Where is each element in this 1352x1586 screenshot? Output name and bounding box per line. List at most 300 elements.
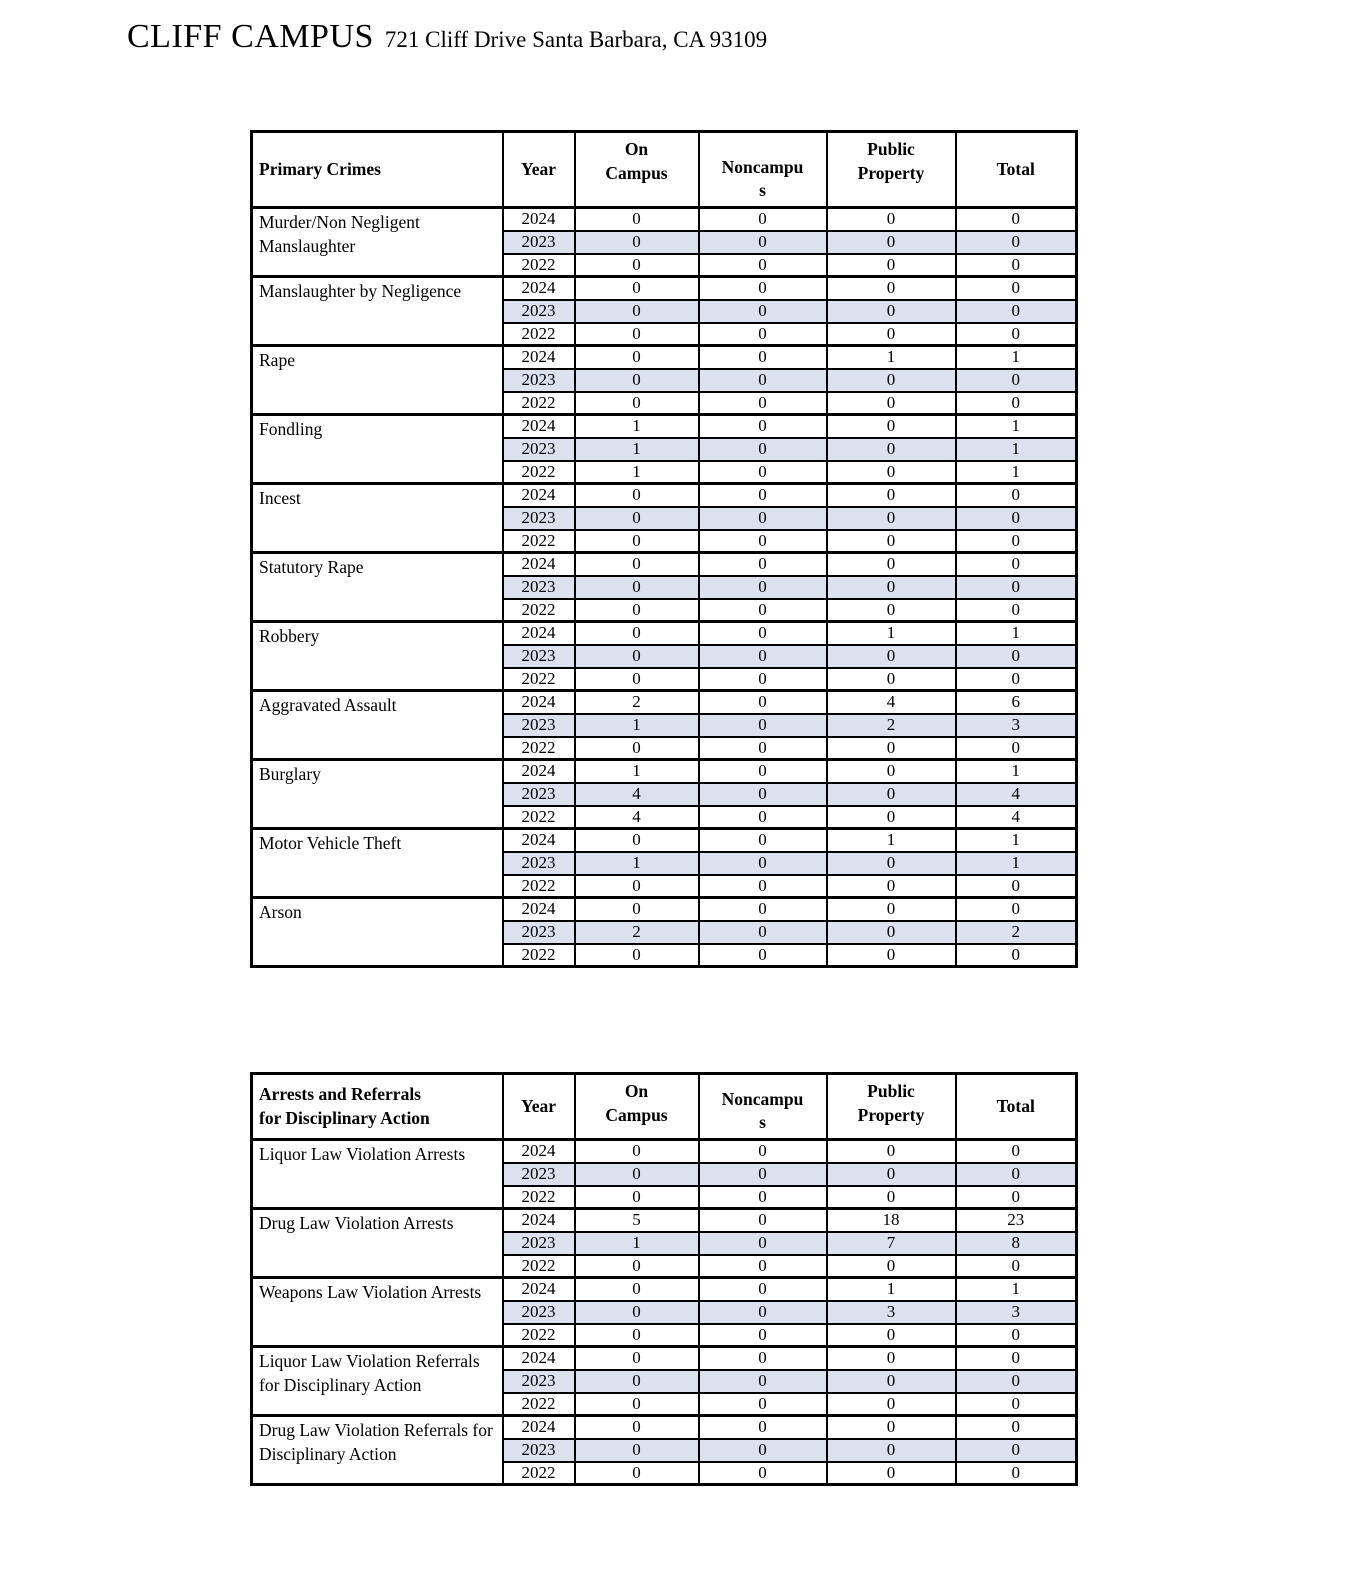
value-cell: 0 bbox=[827, 576, 956, 599]
value-cell: 0 bbox=[575, 944, 699, 967]
value-cell: 5 bbox=[575, 1209, 699, 1232]
value-cell: 3 bbox=[956, 1301, 1077, 1324]
year-cell: 2022 bbox=[503, 461, 575, 484]
value-cell: 0 bbox=[827, 806, 956, 829]
value-cell: 0 bbox=[575, 1163, 699, 1186]
value-cell: 0 bbox=[575, 484, 699, 507]
year-cell: 2023 bbox=[503, 438, 575, 461]
value-cell: 0 bbox=[956, 507, 1077, 530]
value-cell: 0 bbox=[699, 599, 827, 622]
value-cell: 0 bbox=[699, 1439, 827, 1462]
year-cell: 2022 bbox=[503, 530, 575, 553]
year-cell: 2024 bbox=[503, 1347, 575, 1370]
value-cell: 0 bbox=[575, 622, 699, 645]
on-campus-header-label: On Campus bbox=[605, 1081, 668, 1125]
table-row bbox=[252, 898, 1077, 921]
value-cell: 0 bbox=[575, 1462, 699, 1485]
value-cell: 1 bbox=[575, 760, 699, 783]
value-cell: 0 bbox=[956, 1324, 1077, 1347]
campus-address: 721 Cliff Drive Santa Barbara, CA 93109 bbox=[384, 27, 768, 52]
value-cell: 0 bbox=[699, 921, 827, 944]
value-cell: 0 bbox=[699, 645, 827, 668]
year-cell: 2023 bbox=[503, 300, 575, 323]
value-cell: 0 bbox=[699, 1232, 827, 1255]
value-cell: 0 bbox=[956, 1462, 1077, 1485]
public-property-header bbox=[827, 132, 956, 208]
category-header bbox=[252, 1074, 503, 1140]
year-cell: 2024 bbox=[503, 1209, 575, 1232]
category-cell: Burglary bbox=[252, 760, 503, 829]
value-cell: 0 bbox=[575, 277, 699, 300]
year-cell: 2023 bbox=[503, 645, 575, 668]
value-cell: 0 bbox=[575, 875, 699, 898]
table-row bbox=[252, 1140, 1077, 1163]
value-cell: 0 bbox=[699, 1462, 827, 1485]
year-cell: 2024 bbox=[503, 208, 575, 231]
year-cell: 2024 bbox=[503, 760, 575, 783]
value-cell: 1 bbox=[575, 714, 699, 737]
value-cell: 2 bbox=[956, 921, 1077, 944]
value-cell: 0 bbox=[827, 875, 956, 898]
table-row bbox=[252, 760, 1077, 783]
value-cell: 2 bbox=[575, 921, 699, 944]
value-cell: 0 bbox=[827, 415, 956, 438]
year-cell: 2023 bbox=[503, 714, 575, 737]
year-cell: 2023 bbox=[503, 921, 575, 944]
value-cell: 0 bbox=[575, 737, 699, 760]
value-cell: 23 bbox=[956, 1209, 1077, 1232]
year-cell: 2022 bbox=[503, 737, 575, 760]
value-cell: 3 bbox=[956, 714, 1077, 737]
value-cell: 0 bbox=[699, 944, 827, 967]
value-cell: 0 bbox=[827, 1347, 956, 1370]
value-cell: 0 bbox=[956, 254, 1077, 277]
value-cell: 0 bbox=[956, 944, 1077, 967]
value-cell: 1 bbox=[956, 438, 1077, 461]
value-cell: 1 bbox=[575, 852, 699, 875]
value-cell: 0 bbox=[699, 484, 827, 507]
value-cell: 1 bbox=[956, 1278, 1077, 1301]
value-cell: 0 bbox=[575, 369, 699, 392]
value-cell: 0 bbox=[956, 1163, 1077, 1186]
value-cell: 4 bbox=[956, 806, 1077, 829]
value-cell: 1 bbox=[827, 829, 956, 852]
value-cell: 0 bbox=[575, 392, 699, 415]
category-cell: Liquor Law Violation Arrests bbox=[252, 1140, 503, 1209]
total-header-label: Total bbox=[996, 158, 1035, 179]
value-cell: 0 bbox=[699, 415, 827, 438]
total-header bbox=[956, 1074, 1077, 1140]
category-cell: Murder/Non Negligent Manslaughter bbox=[252, 208, 503, 277]
category-cell: Robbery bbox=[252, 622, 503, 691]
value-cell: 0 bbox=[575, 1301, 699, 1324]
value-cell: 0 bbox=[699, 369, 827, 392]
primary-crimes-table bbox=[250, 130, 1078, 968]
value-cell: 3 bbox=[827, 1301, 956, 1324]
value-cell: 0 bbox=[575, 507, 699, 530]
value-cell: 0 bbox=[827, 530, 956, 553]
value-cell: 0 bbox=[699, 1347, 827, 1370]
category-cell: Manslaughter by Negligence bbox=[252, 277, 503, 346]
year-cell: 2022 bbox=[503, 392, 575, 415]
total-header-label: Total bbox=[996, 1095, 1035, 1116]
year-cell: 2023 bbox=[503, 1232, 575, 1255]
value-cell: 0 bbox=[699, 530, 827, 553]
value-cell: 0 bbox=[699, 714, 827, 737]
table-row bbox=[252, 622, 1077, 645]
year-cell: 2024 bbox=[503, 415, 575, 438]
year-cell: 2023 bbox=[503, 1439, 575, 1462]
value-cell: 1 bbox=[956, 829, 1077, 852]
value-cell: 0 bbox=[956, 737, 1077, 760]
value-cell: 0 bbox=[575, 599, 699, 622]
campus-title: CLIFF CAMPUS bbox=[127, 18, 374, 55]
value-cell: 0 bbox=[827, 1140, 956, 1163]
value-cell: 0 bbox=[575, 1186, 699, 1209]
value-cell: 0 bbox=[827, 760, 956, 783]
value-cell: 0 bbox=[575, 1370, 699, 1393]
value-cell: 0 bbox=[699, 737, 827, 760]
value-cell: 0 bbox=[699, 208, 827, 231]
year-cell: 2023 bbox=[503, 852, 575, 875]
value-cell: 0 bbox=[699, 783, 827, 806]
value-cell: 0 bbox=[699, 553, 827, 576]
value-cell: 4 bbox=[575, 783, 699, 806]
value-cell: 0 bbox=[699, 898, 827, 921]
table-row bbox=[252, 484, 1077, 507]
year-cell: 2022 bbox=[503, 323, 575, 346]
value-cell: 0 bbox=[699, 300, 827, 323]
value-cell: 2 bbox=[575, 691, 699, 714]
year-cell: 2023 bbox=[503, 576, 575, 599]
value-cell: 1 bbox=[956, 461, 1077, 484]
category-cell: Rape bbox=[252, 346, 503, 415]
year-cell: 2022 bbox=[503, 1393, 575, 1416]
year-cell: 2024 bbox=[503, 691, 575, 714]
value-cell: 0 bbox=[956, 231, 1077, 254]
value-cell: 0 bbox=[699, 1209, 827, 1232]
value-cell: 0 bbox=[575, 1416, 699, 1439]
value-cell: 0 bbox=[575, 668, 699, 691]
value-cell: 8 bbox=[956, 1232, 1077, 1255]
noncampus-header bbox=[699, 1074, 827, 1140]
value-cell: 1 bbox=[956, 415, 1077, 438]
value-cell: 0 bbox=[699, 1163, 827, 1186]
on-campus-header-label: On Campus bbox=[605, 139, 668, 183]
year-cell: 2022 bbox=[503, 1324, 575, 1347]
value-cell: 0 bbox=[699, 1324, 827, 1347]
category-cell: Statutory Rape bbox=[252, 553, 503, 622]
value-cell: 0 bbox=[956, 323, 1077, 346]
value-cell: 0 bbox=[956, 392, 1077, 415]
table-row bbox=[252, 691, 1077, 714]
value-cell: 1 bbox=[827, 622, 956, 645]
value-cell: 0 bbox=[827, 599, 956, 622]
value-cell: 2 bbox=[827, 714, 956, 737]
value-cell: 0 bbox=[575, 530, 699, 553]
on-campus-header bbox=[575, 1074, 699, 1140]
value-cell: 0 bbox=[956, 208, 1077, 231]
value-cell: 0 bbox=[956, 553, 1077, 576]
value-cell: 4 bbox=[827, 691, 956, 714]
value-cell: 0 bbox=[956, 277, 1077, 300]
value-cell: 18 bbox=[827, 1209, 956, 1232]
value-cell: 0 bbox=[827, 1186, 956, 1209]
value-cell: 0 bbox=[956, 1439, 1077, 1462]
value-cell: 0 bbox=[699, 1278, 827, 1301]
value-cell: 0 bbox=[575, 323, 699, 346]
value-cell: 0 bbox=[699, 392, 827, 415]
value-cell: 0 bbox=[827, 461, 956, 484]
value-cell: 4 bbox=[956, 783, 1077, 806]
value-cell: 0 bbox=[699, 760, 827, 783]
header-row bbox=[252, 132, 1077, 208]
value-cell: 0 bbox=[956, 1186, 1077, 1209]
value-cell: 0 bbox=[699, 1186, 827, 1209]
value-cell: 0 bbox=[827, 484, 956, 507]
value-cell: 0 bbox=[699, 1393, 827, 1416]
value-cell: 1 bbox=[956, 346, 1077, 369]
category-cell: Fondling bbox=[252, 415, 503, 484]
year-cell: 2022 bbox=[503, 254, 575, 277]
noncampus-header-label: Noncampus bbox=[721, 156, 804, 201]
year-cell: 2022 bbox=[503, 668, 575, 691]
category-cell: Aggravated Assault bbox=[252, 691, 503, 760]
value-cell: 0 bbox=[699, 691, 827, 714]
value-cell: 0 bbox=[699, 852, 827, 875]
value-cell: 0 bbox=[575, 254, 699, 277]
table-row bbox=[252, 1209, 1077, 1232]
category-cell: Arson bbox=[252, 898, 503, 967]
value-cell: 0 bbox=[956, 300, 1077, 323]
value-cell: 0 bbox=[575, 576, 699, 599]
value-cell: 0 bbox=[956, 369, 1077, 392]
year-cell: 2022 bbox=[503, 1186, 575, 1209]
value-cell: 1 bbox=[956, 852, 1077, 875]
value-cell: 0 bbox=[956, 599, 1077, 622]
value-cell: 0 bbox=[956, 484, 1077, 507]
value-cell: 0 bbox=[827, 1416, 956, 1439]
value-cell: 6 bbox=[956, 691, 1077, 714]
value-cell: 0 bbox=[827, 1439, 956, 1462]
value-cell: 7 bbox=[827, 1232, 956, 1255]
page-header bbox=[127, 18, 767, 56]
value-cell: 0 bbox=[575, 898, 699, 921]
value-cell: 0 bbox=[575, 208, 699, 231]
value-cell: 0 bbox=[827, 553, 956, 576]
year-cell: 2023 bbox=[503, 1163, 575, 1186]
value-cell: 0 bbox=[827, 1163, 956, 1186]
value-cell: 0 bbox=[827, 1393, 956, 1416]
category-cell: Motor Vehicle Theft bbox=[252, 829, 503, 898]
value-cell: 0 bbox=[956, 875, 1077, 898]
value-cell: 0 bbox=[827, 645, 956, 668]
year-header-label: Year bbox=[521, 1095, 556, 1116]
value-cell: 0 bbox=[699, 438, 827, 461]
value-cell: 0 bbox=[575, 645, 699, 668]
value-cell: 0 bbox=[699, 576, 827, 599]
year-cell: 2024 bbox=[503, 553, 575, 576]
value-cell: 0 bbox=[699, 829, 827, 852]
table-row bbox=[252, 1278, 1077, 1301]
noncampus-header bbox=[699, 132, 827, 208]
value-cell: 0 bbox=[827, 668, 956, 691]
value-cell: 0 bbox=[827, 507, 956, 530]
value-cell: 0 bbox=[699, 1140, 827, 1163]
value-cell: 1 bbox=[575, 1232, 699, 1255]
value-cell: 0 bbox=[956, 645, 1077, 668]
value-cell: 0 bbox=[827, 323, 956, 346]
year-cell: 2023 bbox=[503, 231, 575, 254]
value-cell: 0 bbox=[827, 898, 956, 921]
year-cell: 2024 bbox=[503, 1140, 575, 1163]
total-header bbox=[956, 132, 1077, 208]
year-cell: 2024 bbox=[503, 277, 575, 300]
value-cell: 0 bbox=[699, 461, 827, 484]
value-cell: 0 bbox=[699, 806, 827, 829]
value-cell: 0 bbox=[827, 438, 956, 461]
year-header bbox=[503, 132, 575, 208]
public-property-header-label: Public Property bbox=[857, 1081, 925, 1125]
category-cell: Liquor Law Violation Referrals for Disciplinary Action bbox=[252, 1347, 503, 1416]
year-cell: 2024 bbox=[503, 1416, 575, 1439]
value-cell: 0 bbox=[956, 1416, 1077, 1439]
year-cell: 2023 bbox=[503, 1370, 575, 1393]
value-cell: 0 bbox=[575, 553, 699, 576]
value-cell: 0 bbox=[699, 1255, 827, 1278]
value-cell: 1 bbox=[575, 438, 699, 461]
value-cell: 0 bbox=[699, 277, 827, 300]
value-cell: 0 bbox=[827, 921, 956, 944]
value-cell: 0 bbox=[699, 231, 827, 254]
value-cell: 1 bbox=[827, 346, 956, 369]
public-property-header-label: Public Property bbox=[857, 139, 925, 183]
value-cell: 0 bbox=[827, 277, 956, 300]
category-header-label: Primary Crimes bbox=[259, 158, 381, 179]
year-cell: 2022 bbox=[503, 944, 575, 967]
value-cell: 1 bbox=[575, 461, 699, 484]
header-row bbox=[252, 1074, 1077, 1140]
year-cell: 2023 bbox=[503, 783, 575, 806]
category-header bbox=[252, 132, 503, 208]
year-cell: 2024 bbox=[503, 346, 575, 369]
value-cell: 0 bbox=[575, 346, 699, 369]
public-property-header bbox=[827, 1074, 956, 1140]
category-header-label: Arrests and Referrals for Disciplinary Action bbox=[259, 1083, 430, 1128]
year-cell: 2024 bbox=[503, 622, 575, 645]
year-cell: 2022 bbox=[503, 1255, 575, 1278]
year-cell: 2024 bbox=[503, 484, 575, 507]
table-row bbox=[252, 553, 1077, 576]
noncampus-header-label: Noncampus bbox=[721, 1088, 804, 1133]
arrests-referrals-table bbox=[250, 1072, 1078, 1486]
value-cell: 0 bbox=[575, 1255, 699, 1278]
value-cell: 0 bbox=[699, 622, 827, 645]
value-cell: 0 bbox=[827, 852, 956, 875]
category-cell: Weapons Law Violation Arrests bbox=[252, 1278, 503, 1347]
value-cell: 0 bbox=[575, 1439, 699, 1462]
table-row bbox=[252, 208, 1077, 231]
value-cell: 0 bbox=[827, 300, 956, 323]
value-cell: 0 bbox=[699, 507, 827, 530]
value-cell: 0 bbox=[575, 1393, 699, 1416]
value-cell: 0 bbox=[956, 1255, 1077, 1278]
value-cell: 0 bbox=[956, 1370, 1077, 1393]
year-header bbox=[503, 1074, 575, 1140]
value-cell: 0 bbox=[827, 1255, 956, 1278]
value-cell: 0 bbox=[575, 300, 699, 323]
value-cell: 0 bbox=[827, 1370, 956, 1393]
value-cell: 0 bbox=[699, 254, 827, 277]
value-cell: 0 bbox=[575, 829, 699, 852]
value-cell: 4 bbox=[575, 806, 699, 829]
value-cell: 0 bbox=[699, 1416, 827, 1439]
year-cell: 2024 bbox=[503, 898, 575, 921]
value-cell: 0 bbox=[699, 323, 827, 346]
year-cell: 2024 bbox=[503, 1278, 575, 1301]
year-header-label: Year bbox=[521, 158, 556, 179]
value-cell: 0 bbox=[956, 1140, 1077, 1163]
value-cell: 0 bbox=[956, 898, 1077, 921]
category-cell: Drug Law Violation Referrals for Disciplinary Action bbox=[252, 1416, 503, 1485]
value-cell: 0 bbox=[699, 1301, 827, 1324]
value-cell: 0 bbox=[575, 1140, 699, 1163]
value-cell: 0 bbox=[575, 1347, 699, 1370]
value-cell: 0 bbox=[827, 369, 956, 392]
category-cell: Drug Law Violation Arrests bbox=[252, 1209, 503, 1278]
value-cell: 1 bbox=[827, 1278, 956, 1301]
value-cell: 0 bbox=[699, 875, 827, 898]
year-cell: 2022 bbox=[503, 599, 575, 622]
value-cell: 0 bbox=[956, 1393, 1077, 1416]
table-row bbox=[252, 277, 1077, 300]
table-row bbox=[252, 346, 1077, 369]
year-cell: 2023 bbox=[503, 507, 575, 530]
value-cell: 1 bbox=[575, 415, 699, 438]
value-cell: 1 bbox=[956, 622, 1077, 645]
value-cell: 0 bbox=[956, 576, 1077, 599]
table-row bbox=[252, 415, 1077, 438]
year-cell: 2022 bbox=[503, 1462, 575, 1485]
value-cell: 0 bbox=[827, 231, 956, 254]
value-cell: 0 bbox=[827, 254, 956, 277]
value-cell: 0 bbox=[575, 1324, 699, 1347]
category-cell: Incest bbox=[252, 484, 503, 553]
value-cell: 0 bbox=[827, 737, 956, 760]
year-cell: 2022 bbox=[503, 806, 575, 829]
year-cell: 2023 bbox=[503, 1301, 575, 1324]
value-cell: 0 bbox=[827, 783, 956, 806]
value-cell: 0 bbox=[699, 668, 827, 691]
table-row bbox=[252, 1416, 1077, 1439]
value-cell: 0 bbox=[827, 1462, 956, 1485]
value-cell: 0 bbox=[956, 530, 1077, 553]
year-cell: 2022 bbox=[503, 875, 575, 898]
value-cell: 0 bbox=[827, 1324, 956, 1347]
value-cell: 0 bbox=[956, 1347, 1077, 1370]
value-cell: 0 bbox=[827, 392, 956, 415]
value-cell: 0 bbox=[827, 944, 956, 967]
value-cell: 0 bbox=[956, 668, 1077, 691]
year-cell: 2024 bbox=[503, 829, 575, 852]
value-cell: 0 bbox=[699, 346, 827, 369]
year-cell: 2023 bbox=[503, 369, 575, 392]
value-cell: 0 bbox=[575, 231, 699, 254]
on-campus-header bbox=[575, 132, 699, 208]
value-cell: 0 bbox=[827, 208, 956, 231]
value-cell: 1 bbox=[956, 760, 1077, 783]
table-row bbox=[252, 829, 1077, 852]
